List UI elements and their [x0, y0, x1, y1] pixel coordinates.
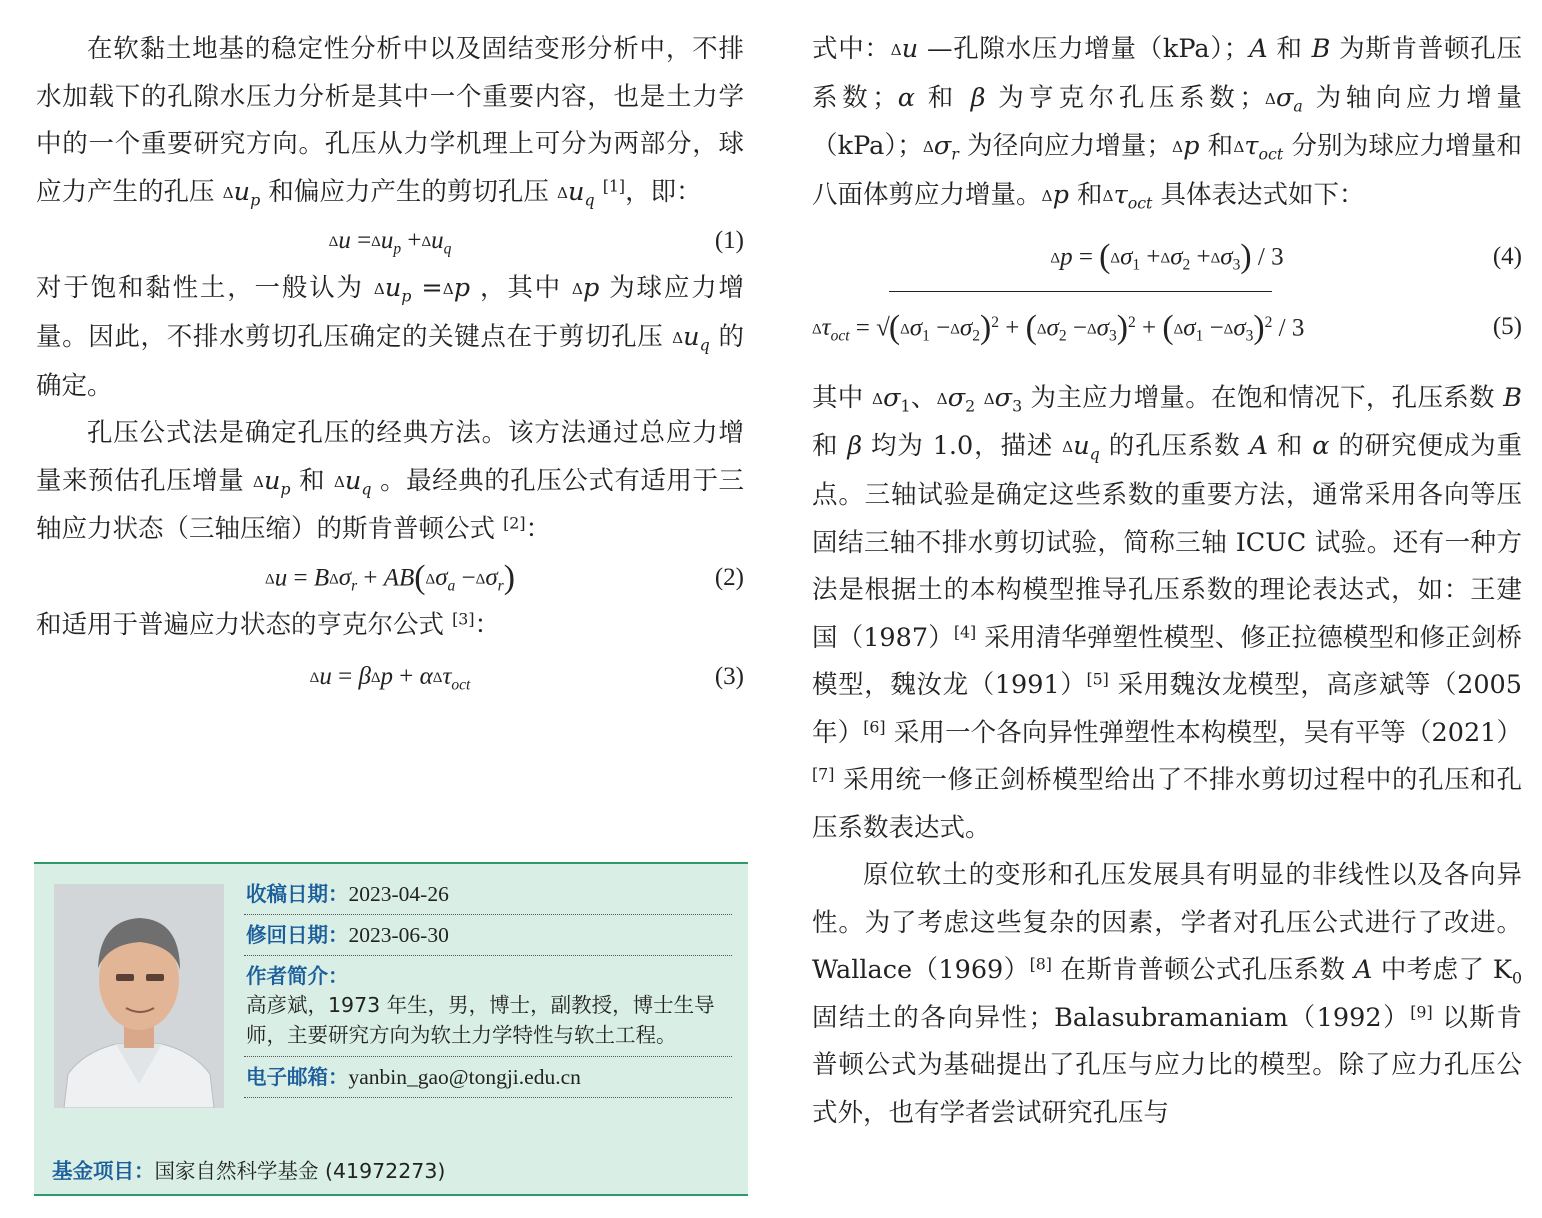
author-bio: 高彦斌，1973 年生，男，博士，副教授，博士生导师，主要研究方向为软土力学特性与软土工程。: [246, 993, 715, 1047]
article-info-box: [34, 862, 748, 1196]
equation-number: (4): [1492, 242, 1522, 270]
citation[interactable]: [5]: [1086, 669, 1109, 689]
equation-3: Δu = βΔp + αΔτ$_{oct}$ (3): [36, 653, 744, 701]
paragraph: 孔压公式法是确定孔压的经典方法。该方法通过总应力增量来预估孔压增量 $\Delta u_p$ 和 $\Delta u_q$ 。最经典的孔压公式有适用于三轴应力状态（三轴压缩）的斯肯普顿公式 [2]：: [36, 418, 744, 545]
citation[interactable]: [4]: [953, 621, 977, 641]
received-date-row: 收稿日期：2023-04-26: [244, 874, 732, 915]
equation-number: (1): [714, 227, 744, 255]
citation[interactable]: [3]: [452, 609, 475, 628]
fund-row: 基金项目：国家自然科学基金 (41972273): [52, 1159, 446, 1183]
citation[interactable]: [6]: [863, 716, 886, 736]
equation-number: (3): [714, 663, 744, 691]
citation[interactable]: [7]: [812, 764, 835, 784]
paragraph: 在软黏土地基的稳定性分析中以及固结变形分析中，不排水加载下的孔隙水压力分析是其中一个重要内容，也是土力学中的一个重要研究方向。孔压从力学机理上可分为两部分，球应力产生的孔压 $\Delta u_p$ 和偏应力产生的剪切孔压 $\Delta u_q$ [1]，即：: [36, 34, 744, 210]
paragraph: 和适用于普遍应力状态的亨克尔公式 [3]：: [36, 609, 501, 640]
email-link[interactable]: yanbin_gao@tongji.edu.cn: [348, 1065, 581, 1089]
author-photo: [54, 884, 224, 1108]
equation-5: $\Delta\tau_{oct} = √(\Delta\sigma_1 -\Delta\sigma_2)^2 + (\Delta\sigma_2 -\Delta\sigma_3)^2 + (\Delta\sigma_1 -\Delta\sigma_3)^2 / 3$ (5): [812, 291, 1522, 363]
citation[interactable]: [2]: [503, 513, 526, 533]
left-column: [36, 26, 744, 701]
paragraph: 原位软土的变形和孔压发展具有明显的非线性以及各向异性。为了考虑这些复杂的因素，学者对孔压公式进行了改进。Wallace（1969）[8] 在斯肯普顿公式孔压系数 A 中考虑了 $K_0$ 固结土的各向异性；Balasubramaniam（1992）[9] 以斯肯普顿公式为基础提出了孔压与应力比的模型。除了应力孔压公式外，也有学者尝试研究孔压与: [812, 860, 1523, 1128]
paragraph: 其中 $\Delta\sigma_1$、$\Delta\sigma_2$ $\Delta\sigma_3$ 为主应力增量。在饱和情况下，孔压系数 B 和 β 均为 1.0，描述 $\Delta u_q$ 的孔压系数 A 和 α 的研究便成为重点。三轴试验是确定这些系数的重要方法，通常采用各向等压固结三轴不排水剪切试验，简称三轴 ICUC 试验。还有一种方法是根据土的本构模型推导孔压系数的理论表达式，如：王建国（1987）[4] 采用清华弹塑性模型、修正拉德模型和修正剑桥模型，魏汝龙（1991）[5] 采用魏汝龙模型，高彦斌等（2005 年）[6] 采用一个各向异性弹塑性本构模型，吴有平等（2021）[7] 采用统一修正剑桥模型给出了不排水剪切过程中的孔压和孔压系数表达式。: [812, 382, 1523, 843]
article-meta: [244, 874, 732, 1098]
revised-date-row: 修回日期：2023-06-30: [244, 915, 732, 956]
equation-4: $\Delta p = (\Delta\sigma_1 +\Delta\sigma_2 +\Delta\sigma_3) / 3$ (4): [812, 233, 1522, 281]
equation-number: (5): [1492, 312, 1522, 340]
citation[interactable]: [1]: [602, 175, 626, 195]
citation[interactable]: [9]: [1410, 1001, 1433, 1021]
email-row: 电子邮箱：yanbin_gao@tongji.edu.cn: [244, 1057, 732, 1098]
author-intro-row: 作者简介： 高彦斌，1973 年生，男，博士，副教授，博士生导师，主要研究方向为软土力学特性与软土工程。: [244, 956, 732, 1057]
citation[interactable]: [8]: [1029, 954, 1052, 974]
paragraph: 式中：Δu —孔隙水压力增量（kPa）；A 和 B 为斯肯普顿孔压系数；α 和 β 为亨克尔孔压系数；$\Delta\sigma_a$ 为轴向应力增量（kPa）；$\Delta\sigma_r$ 为径向应力增量；Δp 和$\Delta\tau_{oct}$ 分别为球应力增量和八面体剪应力增量。Δp 和$\Delta\tau_{oct}$ 具体表达式如下：: [812, 34, 1522, 213]
equation-2: $\Delta u = B\Delta\sigma_r + AB(\Delta\sigma_a -\Delta\sigma_r)$ (2): [36, 554, 744, 602]
right-column: [812, 26, 1522, 1137]
equation-number: (2): [714, 563, 744, 591]
paragraph: 对于饱和黏性土，一般认为 $\Delta u_p =\Delta p$ ，其中 Δp 为球应力增量。因此，不排水剪切孔压确定的关键点在于剪切孔压 $\Delta u_q$ 的确定。: [36, 273, 745, 401]
equation-1: $\Delta u =\Delta u_p +\Delta u_q$ (1): [36, 217, 744, 265]
